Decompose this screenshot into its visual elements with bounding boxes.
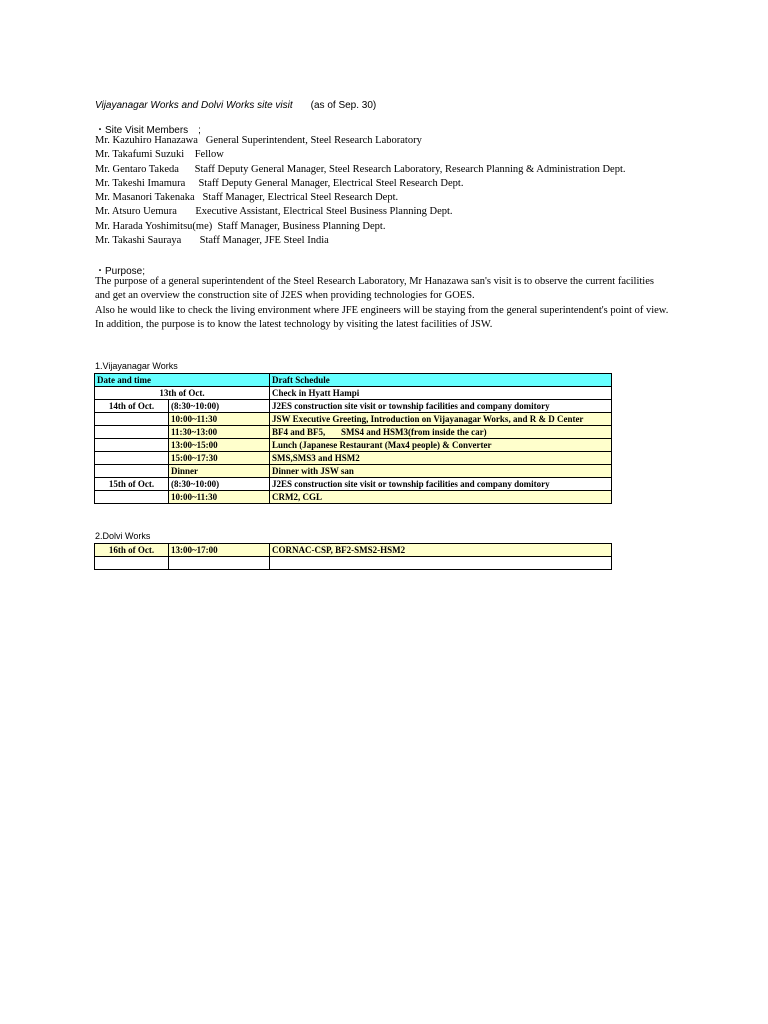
member-item: Mr. Harada Yoshimitsu(me) Staff Manager, Business Planning Dept. [95, 220, 386, 232]
time-cell: 10:00~11:30 [169, 491, 270, 504]
schedule-cell: J2ES construction site visit or township facilities and company domitory [270, 478, 612, 491]
member-item: Mr. Masanori Takenaka Staff Manager, Electrical Steel Research Dept. [95, 192, 399, 204]
date-cell: 14th of Oct. [95, 400, 169, 413]
table-row [95, 439, 612, 452]
schedule-cell: SMS,SMS3 and HSM2 [270, 452, 612, 465]
table-row [95, 400, 612, 413]
time-cell: 13:00~17:00 [169, 544, 270, 557]
time-cell: Dinner [169, 465, 270, 478]
date-cell [95, 557, 169, 570]
date-cell [95, 452, 169, 465]
member-item: Mr. Takashi Sauraya Staff Manager, JFE Steel India [95, 235, 329, 247]
purpose-line: In addition, the purpose is to know the latest technology by visiting the latest facilities of JSW. [95, 318, 493, 330]
schedule-cell: JSW Executive Greeting, Introduction on Vijayanagar Works, and R & D Center [270, 413, 612, 426]
members-list [95, 134, 626, 248]
date-cell: 15th of Oct. [95, 478, 169, 491]
date-cell [95, 465, 169, 478]
purpose-heading: ・Purpose; [95, 266, 146, 277]
date-cell [95, 491, 169, 504]
table-row [95, 491, 612, 504]
schedule-cell: CORNAC-CSP, BF2-SMS2-HSM2 [270, 544, 612, 557]
table-row [95, 465, 612, 478]
date-time-header: Date and time [95, 374, 270, 387]
as-of-date: (as of Sep. 30) [310, 100, 377, 111]
table-row [95, 544, 612, 557]
table-row [95, 452, 612, 465]
dolvi-schedule-table [94, 543, 612, 570]
member-item: Mr. Kazuhiro Hanazawa General Superintendent, Steel Research Laboratory [95, 135, 422, 146]
purpose-line: and get an overview the construction site of J2ES when providing technologies for GOES. [95, 290, 475, 302]
date-cell [95, 439, 169, 452]
date-cell [95, 413, 169, 426]
purpose-line: The purpose of a general superintendent of the Steel Research Laboratory, Mr Hanazawa san's visit is to observe the current facilities [95, 276, 654, 287]
time-cell: 13:00~15:00 [169, 439, 270, 452]
purpose-text [95, 275, 695, 332]
schedule-cell: Dinner with JSW san [270, 465, 612, 478]
schedule-cell: Lunch (Japanese Restaurant (Max4 people) & Converter [270, 439, 612, 452]
date-cell: 16th of Oct. [95, 544, 169, 557]
document-title [95, 100, 376, 111]
members-heading: ・Site Visit Members ; [95, 125, 201, 136]
vijayanagar-heading: 1.Vijayanagar Works [95, 361, 178, 371]
schedule-cell: J2ES construction site visit or township facilities and company domitory [270, 400, 612, 413]
table-row [95, 557, 612, 570]
draft-schedule-header: Draft Schedule [270, 374, 612, 387]
schedule-cell: Check in Hyatt Hampi [270, 387, 612, 400]
member-item: Mr. Gentaro Takeda Staff Deputy General Manager, Steel Research Laboratory, Research Planning & Administration Dept. [95, 163, 626, 175]
time-cell [169, 557, 270, 570]
member-item: Mr. Takeshi Imamura Staff Deputy General Manager, Electrical Steel Research Dept. [95, 177, 464, 189]
member-item: Mr. Atsuro Uemura Executive Assistant, Electrical Steel Business Planning Dept. [95, 206, 453, 218]
time-cell: (8:30~10:00) [169, 400, 270, 413]
schedule-cell [270, 557, 612, 570]
time-cell: 15:00~17:30 [169, 452, 270, 465]
table-header-row [95, 374, 612, 387]
time-cell: (8:30~10:00) [169, 478, 270, 491]
vijayanagar-schedule-table [94, 373, 612, 504]
dolvi-heading: 2.Dolvi Works [95, 531, 151, 541]
title-text: Vijayanagar Works and Dolvi Works site visit [95, 100, 293, 111]
date-cell: 13th of Oct. [95, 387, 270, 400]
purpose-line: Also he would like to check the living environment where JFE engineers will be staying from the general superintendent's point of view. [95, 304, 669, 316]
schedule-cell: CRM2, CGL [270, 491, 612, 504]
schedule-cell: BF4 and BF5, SMS4 and HSM3(from inside the car) [270, 426, 612, 439]
table-row [95, 413, 612, 426]
member-item: Mr. Takafumi Suzuki Fellow [95, 149, 224, 161]
time-cell: 11:30~13:00 [169, 426, 270, 439]
table-row [95, 478, 612, 491]
table-row [95, 387, 612, 400]
time-cell: 10:00~11:30 [169, 413, 270, 426]
table-row [95, 426, 612, 439]
date-cell [95, 426, 169, 439]
